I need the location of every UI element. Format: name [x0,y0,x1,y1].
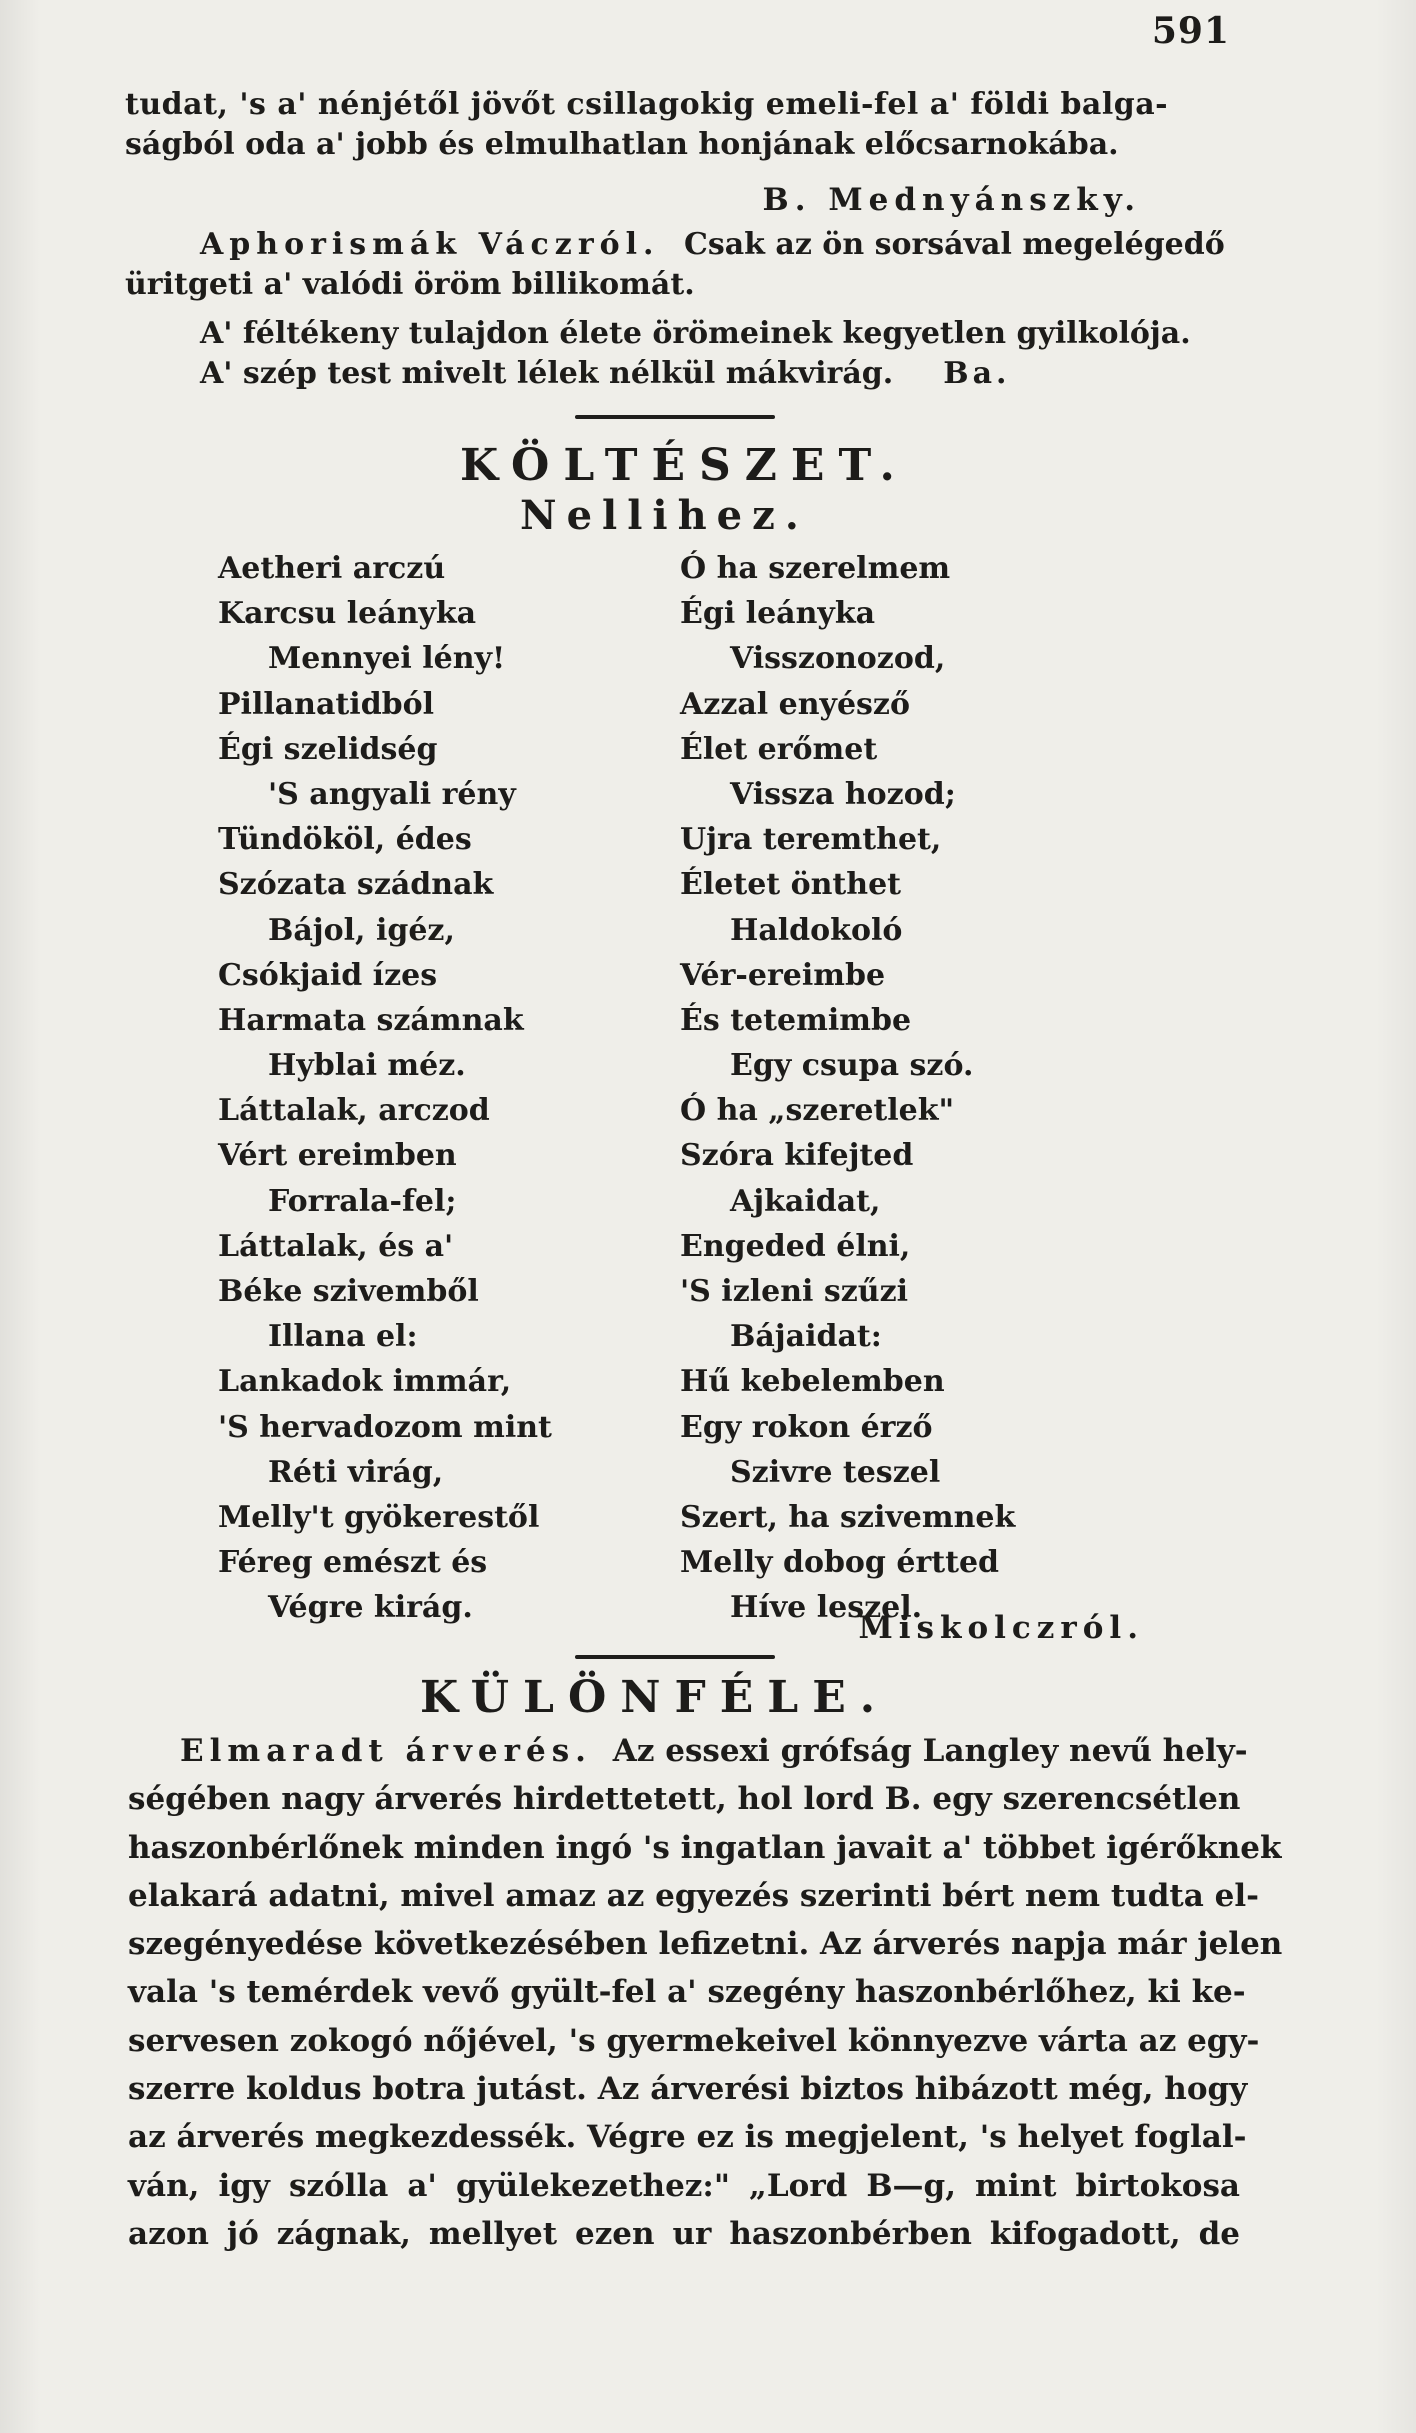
intro-line: tudat, 's a' nénjétől jövőt csillagokig emeli-fel a' földi balga- [125,87,1169,122]
poem-line: Bájol, igéz, [268,912,455,948]
poem-line: Azzal enyésző [680,686,910,722]
article-paragraph [128,1727,1283,2258]
aphorism-line [200,356,1010,391]
poem-line: Hyblai méz. [268,1048,466,1084]
poem-line: Melly't gyökerestől [218,1499,540,1535]
article-text: Az essexi grófság Langley nevű hely- [612,1733,1248,1769]
poem-line: Aetheri arczú [218,551,446,586]
poem-line: Bájaidat: [730,1319,882,1355]
section-divider [575,1655,775,1659]
poem-line: 'S hervadozom mint [218,1409,552,1445]
article-line: ségében nagy árverés hirdettetett, hol lord B. egy szerencsétlen [128,1781,1241,1818]
poem-line: És tetemimbe [680,1002,912,1038]
article-line [180,1727,1248,1775]
poem-line: Forrala-fel; [268,1183,457,1219]
section-divider [575,415,775,419]
article-line: haszonbérlőnek minden ingó 's ingatlan javait a' többet igérőknek [128,1829,1282,1866]
section-title-poetry: KÖLTÉSZET. [460,440,909,491]
article-line: elakará adatni, mivel amaz az egyezés szerinti bért nem tudta el- [128,1877,1259,1914]
poem-line: 'S angyali rény [268,776,516,812]
poem-line: Pillanatidból [218,686,435,722]
page-number: 591 [1151,10,1230,52]
aphorisms-paragraph [125,225,1265,305]
poem-line: 'S izleni szűzi [680,1274,909,1309]
article-line: vala 's temérdek vevő gyült-fel a' szegény haszonbérlőhez, ki ke- [128,1974,1246,2011]
poem-line: Szózata szádnak [218,867,494,903]
poem-line: Ujra teremthet, [680,822,942,858]
article-line: ván, igy szólla a' gyülekezethez:" „Lord B—g, mint birtokosa [128,2167,1240,2204]
aphorism-text: A' szép test mivelt lélek nélkül mákvirág. [200,356,894,391]
poem-line: Égi szelidség [218,731,438,767]
poem-line: Szert, ha szivemnek [680,1499,1016,1535]
poem-line: Életet önthet [680,867,902,903]
aphorism-text: üritgeti a' valódi öröm billikomát. [125,267,695,302]
poem-line: Engeded élni, [680,1228,911,1264]
poem-line: Illana el: [268,1319,418,1355]
aphorism-signature: Ba. [943,356,1011,391]
poem-line: Csókjaid ízes [218,957,438,993]
poem-line: Vér-ereimbe [680,957,886,993]
intro-line: ságból oda a' jobb és elmulhatlan honjának előcsarnokába. [125,127,1119,162]
article-line: servesen zokogó nőjével, 's gyermekeivel könnyezve várta az egy- [128,2022,1260,2059]
poem-line: Haldokoló [730,912,903,948]
poem-line: Híve leszel. [730,1590,923,1626]
poem-line: Egy csupa szó. [730,1048,974,1084]
poem-line: Láttalak, és a' [218,1228,454,1264]
aphorism-line: A' féltékeny tulajdon élete örömeinek kegyetlen gyilkolója. [200,316,1191,351]
poem-line: Vissza hozod; [730,776,956,812]
poem-line: Harmata számnak [218,1002,524,1038]
poem-right-column [680,546,1015,1631]
poem-line: Visszonozod, [730,641,946,677]
signature-mednyanszky: B. Mednyánszky. [762,182,1141,218]
poem-line: Végre kirág. [268,1590,473,1626]
poem-line: Féreg emészt és [218,1545,488,1581]
poem-line: Tündököl, édes [218,822,472,858]
aphorisms-lead: Aphorismák Váczról. [200,227,660,262]
poem-line: Egy rokon érző [680,1409,933,1445]
poem-line: Béke szivemből [218,1274,479,1309]
article-lead: Elmaradt árverés. [180,1733,592,1769]
poem-line: Szivre teszel [730,1454,941,1490]
article-line: az árverés megkezdessék. Végre ez is megjelent, 's helyet foglal- [128,2119,1247,2156]
poem-line: Élet erőmet [680,731,878,767]
poem-line: Ó ha „szeretlek" [680,1093,955,1129]
poem-left-column [218,546,552,1631]
aphorism-text: Csak az ön sorsával megelégedő [683,227,1225,262]
poem-line: Melly dobog értted [680,1545,1000,1581]
article-line: szegényedése következésében lefizetni. Az árverés napja már jelen [128,1926,1283,1963]
article-line: azon jó zágnak, mellyet ezen ur haszonbérben kifogadott, de [128,2215,1240,2252]
poem-line: Ó ha szerelmem [680,551,951,586]
poem-line: Ajkaidat, [730,1183,881,1219]
poem-line: Láttalak, arczod [218,1093,490,1129]
poem-title: Nellihez. [520,492,809,539]
poem-line: Lankadok immár, [218,1364,512,1400]
poem-line: Réti virág, [268,1454,444,1490]
intro-paragraph [125,85,1245,165]
poem-line: Hű kebelemben [680,1364,945,1400]
poem-line: Karcsu leányka [218,596,477,632]
poem-line: Mennyei lény! [268,641,506,677]
poem-signature: Miskolczról. [858,1610,1144,1646]
poem-line: Szóra kifejted [680,1138,914,1174]
section-title-misc: KÜLÖNFÉLE. [420,1672,890,1723]
article-line: szerre koldus botra jutást. Az árverési biztos hibázott még, hogy [128,2071,1248,2108]
poem-line: Égi leányka [680,596,876,632]
poem-line: Vért ereimben [218,1138,457,1174]
